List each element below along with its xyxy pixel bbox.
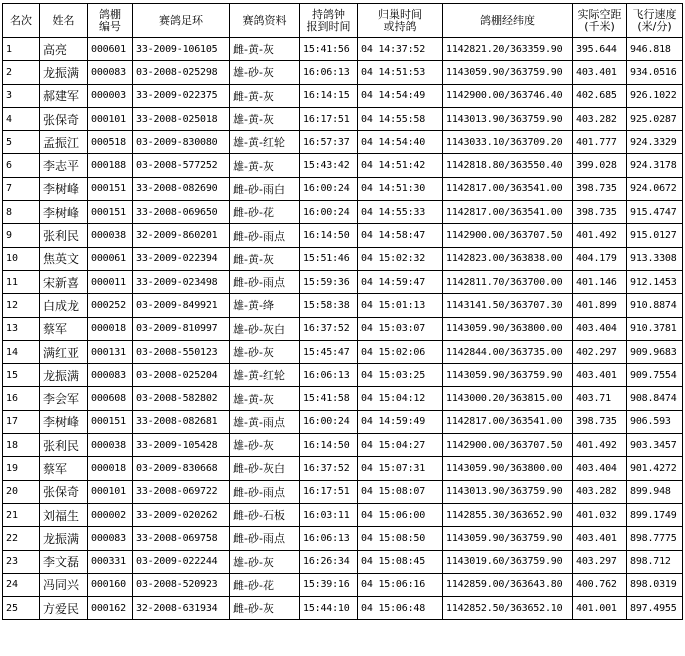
cell-name: 张保奇 [40, 480, 88, 503]
cell-speed: 934.0516 [627, 61, 683, 84]
cell-clock-time: 16:06:13 [300, 527, 358, 550]
cell-pigeon-info: 雄-砂-灰 [230, 434, 300, 457]
cell-arrival-time: 04 15:06:00 [358, 503, 443, 526]
cell-arrival-time: 04 15:08:50 [358, 527, 443, 550]
cell-coordinates: 1143033.10/363709.20 [443, 131, 573, 154]
cell-coordinates: 1142900.00/363746.40 [443, 84, 573, 107]
cell-ring: 03-2008-577252 [133, 154, 230, 177]
cell-clock-time: 15:44:10 [300, 597, 358, 620]
cell-distance: 401.492 [573, 434, 627, 457]
cell-ring: 03-2009-830668 [133, 457, 230, 480]
cell-ring: 03-2009-810997 [133, 317, 230, 340]
table-row [3, 247, 683, 270]
cell-loft-id: 000331 [88, 550, 133, 573]
cell-loft-id: 000131 [88, 340, 133, 363]
cell-speed: 906.593 [627, 410, 683, 433]
cell-speed: 898.7775 [627, 527, 683, 550]
cell-loft-id: 000162 [88, 597, 133, 620]
cell-clock-time: 16:37:52 [300, 457, 358, 480]
cell-rank: 8 [3, 201, 40, 224]
cell-arrival-time: 04 14:51:42 [358, 154, 443, 177]
cell-pigeon-info: 雌-砂-雨点 [230, 224, 300, 247]
cell-ring: 33-2009-105428 [133, 434, 230, 457]
cell-loft-id: 000083 [88, 364, 133, 387]
cell-name: 焦英文 [40, 247, 88, 270]
cell-name: 方爱民 [40, 597, 88, 620]
header-distance: 实际空距 (千米) [573, 4, 627, 38]
cell-speed: 910.8874 [627, 294, 683, 317]
cell-pigeon-info: 雄-砂-灰 [230, 550, 300, 573]
cell-distance: 404.179 [573, 247, 627, 270]
cell-arrival-time: 04 15:03:07 [358, 317, 443, 340]
header-name: 姓名 [40, 4, 88, 38]
cell-clock-time: 16:57:37 [300, 131, 358, 154]
cell-distance: 403.404 [573, 317, 627, 340]
cell-arrival-time: 04 15:06:48 [358, 597, 443, 620]
table-row [3, 364, 683, 387]
cell-speed: 909.7554 [627, 364, 683, 387]
cell-speed: 898.712 [627, 550, 683, 573]
cell-ring: 32-2009-860201 [133, 224, 230, 247]
cell-coordinates: 1142818.80/363550.40 [443, 154, 573, 177]
cell-clock-time: 16:06:13 [300, 61, 358, 84]
table-row [3, 177, 683, 200]
cell-rank: 22 [3, 527, 40, 550]
cell-name: 张保奇 [40, 107, 88, 130]
cell-coordinates: 1142821.20/363359.90 [443, 38, 573, 61]
cell-loft-id: 000151 [88, 410, 133, 433]
cell-rank: 18 [3, 434, 40, 457]
table-row [3, 294, 683, 317]
cell-ring: 03-2009-022244 [133, 550, 230, 573]
cell-name: 李会军 [40, 387, 88, 410]
cell-speed: 912.1453 [627, 270, 683, 293]
cell-distance: 403.297 [573, 550, 627, 573]
cell-pigeon-info: 雌-砂-石板 [230, 503, 300, 526]
cell-ring: 33-2009-023498 [133, 270, 230, 293]
cell-name: 冯同兴 [40, 573, 88, 596]
cell-coordinates: 1143013.90/363759.90 [443, 480, 573, 503]
cell-arrival-time: 04 14:55:58 [358, 107, 443, 130]
cell-distance: 395.644 [573, 38, 627, 61]
cell-speed: 925.0287 [627, 107, 683, 130]
cell-ring: 33-2009-020262 [133, 503, 230, 526]
cell-distance: 403.282 [573, 480, 627, 503]
cell-pigeon-info: 雌-砂-雨白 [230, 177, 300, 200]
cell-loft-id: 000003 [88, 84, 133, 107]
cell-arrival-time: 04 15:02:32 [358, 247, 443, 270]
table-row [3, 131, 683, 154]
cell-rank: 24 [3, 573, 40, 596]
cell-pigeon-info: 雌-砂-雨点 [230, 527, 300, 550]
cell-rank: 4 [3, 107, 40, 130]
cell-coordinates: 1142855.30/363652.90 [443, 503, 573, 526]
cell-arrival-time: 04 14:58:47 [358, 224, 443, 247]
cell-clock-time: 15:58:38 [300, 294, 358, 317]
cell-coordinates: 1142844.00/363735.00 [443, 340, 573, 363]
cell-loft-id: 000252 [88, 294, 133, 317]
table-row [3, 270, 683, 293]
cell-arrival-time: 04 14:55:33 [358, 201, 443, 224]
cell-distance: 403.401 [573, 527, 627, 550]
cell-name: 李文磊 [40, 550, 88, 573]
cell-name: 张利民 [40, 434, 88, 457]
table-row [3, 480, 683, 503]
cell-ring: 03-2008-025298 [133, 61, 230, 84]
cell-speed: 909.9683 [627, 340, 683, 363]
cell-name: 龙振满 [40, 61, 88, 84]
cell-distance: 401.001 [573, 597, 627, 620]
cell-arrival-time: 04 15:02:06 [358, 340, 443, 363]
cell-arrival-time: 04 15:01:13 [358, 294, 443, 317]
cell-clock-time: 16:00:24 [300, 177, 358, 200]
cell-clock-time: 16:37:52 [300, 317, 358, 340]
cell-rank: 20 [3, 480, 40, 503]
cell-distance: 403.404 [573, 457, 627, 480]
cell-coordinates: 1142811.70/363700.00 [443, 270, 573, 293]
cell-loft-id: 000608 [88, 387, 133, 410]
cell-clock-time: 15:59:36 [300, 270, 358, 293]
cell-distance: 402.685 [573, 84, 627, 107]
cell-pigeon-info: 雌-黄-灰 [230, 84, 300, 107]
cell-distance: 401.777 [573, 131, 627, 154]
cell-ring: 33-2008-082681 [133, 410, 230, 433]
cell-rank: 19 [3, 457, 40, 480]
cell-arrival-time: 04 14:51:30 [358, 177, 443, 200]
cell-pigeon-info: 雌-砂-花 [230, 201, 300, 224]
cell-loft-id: 000101 [88, 107, 133, 130]
cell-rank: 25 [3, 597, 40, 620]
cell-arrival-time: 04 15:08:07 [358, 480, 443, 503]
cell-rank: 13 [3, 317, 40, 340]
cell-speed: 924.3178 [627, 154, 683, 177]
table-row [3, 550, 683, 573]
race-results-table-container [2, 3, 682, 620]
cell-distance: 401.032 [573, 503, 627, 526]
cell-clock-time: 16:00:24 [300, 201, 358, 224]
cell-name: 张利民 [40, 224, 88, 247]
cell-clock-time: 15:51:46 [300, 247, 358, 270]
cell-loft-id: 000151 [88, 201, 133, 224]
header-clock-time: 持鸽钟 报到时间 [300, 4, 358, 38]
cell-arrival-time: 04 14:54:40 [358, 131, 443, 154]
table-row [3, 84, 683, 107]
header-ring: 赛鸽足环 [133, 4, 230, 38]
cell-coordinates: 1143059.90/363759.90 [443, 364, 573, 387]
table-row [3, 410, 683, 433]
cell-pigeon-info: 雄-黄-红轮 [230, 364, 300, 387]
cell-clock-time: 16:06:13 [300, 364, 358, 387]
cell-rank: 1 [3, 38, 40, 61]
cell-ring: 03-2009-849921 [133, 294, 230, 317]
cell-clock-time: 15:43:42 [300, 154, 358, 177]
cell-clock-time: 15:45:47 [300, 340, 358, 363]
cell-distance: 403.401 [573, 61, 627, 84]
cell-ring: 03-2008-582802 [133, 387, 230, 410]
cell-rank: 7 [3, 177, 40, 200]
race-results-table [2, 3, 683, 620]
cell-name: 满红亚 [40, 340, 88, 363]
cell-pigeon-info: 雌-黄-灰 [230, 38, 300, 61]
cell-loft-id: 000601 [88, 38, 133, 61]
table-row [3, 154, 683, 177]
cell-loft-id: 000038 [88, 224, 133, 247]
cell-name: 刘福生 [40, 503, 88, 526]
cell-loft-id: 000083 [88, 61, 133, 84]
cell-clock-time: 16:03:11 [300, 503, 358, 526]
cell-loft-id: 000061 [88, 247, 133, 270]
cell-pigeon-info: 雄-砂-灰 [230, 61, 300, 84]
cell-loft-id: 000011 [88, 270, 133, 293]
table-row [3, 317, 683, 340]
cell-distance: 403.282 [573, 107, 627, 130]
cell-name: 孟振江 [40, 131, 88, 154]
cell-name: 宋新喜 [40, 270, 88, 293]
cell-speed: 915.0127 [627, 224, 683, 247]
header-row [3, 4, 683, 38]
cell-pigeon-info: 雄-黄-灰 [230, 387, 300, 410]
cell-arrival-time: 04 15:07:31 [358, 457, 443, 480]
cell-speed: 924.0672 [627, 177, 683, 200]
cell-coordinates: 1143059.90/363800.00 [443, 457, 573, 480]
cell-arrival-time: 04 15:06:16 [358, 573, 443, 596]
cell-arrival-time: 04 14:54:49 [358, 84, 443, 107]
cell-coordinates: 1143141.50/363707.30 [443, 294, 573, 317]
header-speed: 飞行速度 (米/分) [627, 4, 683, 38]
cell-coordinates: 1142900.00/363707.50 [443, 434, 573, 457]
cell-rank: 3 [3, 84, 40, 107]
cell-ring: 32-2008-631934 [133, 597, 230, 620]
cell-clock-time: 16:26:34 [300, 550, 358, 573]
header-pigeon-info: 赛鸽资料 [230, 4, 300, 38]
cell-rank: 9 [3, 224, 40, 247]
cell-name: 龙振满 [40, 527, 88, 550]
cell-loft-id: 000018 [88, 317, 133, 340]
cell-arrival-time: 04 15:04:27 [358, 434, 443, 457]
cell-loft-id: 000002 [88, 503, 133, 526]
cell-arrival-time: 04 15:04:12 [358, 387, 443, 410]
cell-clock-time: 16:17:51 [300, 107, 358, 130]
cell-pigeon-info: 雄-砂-灰 [230, 340, 300, 363]
cell-distance: 401.899 [573, 294, 627, 317]
cell-rank: 2 [3, 61, 40, 84]
cell-distance: 398.735 [573, 201, 627, 224]
table-row [3, 201, 683, 224]
cell-name: 李志平 [40, 154, 88, 177]
cell-coordinates: 1142817.00/363541.00 [443, 177, 573, 200]
cell-speed: 899.948 [627, 480, 683, 503]
cell-distance: 401.492 [573, 224, 627, 247]
table-row [3, 224, 683, 247]
cell-rank: 14 [3, 340, 40, 363]
cell-pigeon-info: 雌-砂-灰白 [230, 457, 300, 480]
cell-arrival-time: 04 14:59:49 [358, 410, 443, 433]
cell-speed: 899.1749 [627, 503, 683, 526]
cell-ring: 03-2008-550123 [133, 340, 230, 363]
header-coordinates: 鸽棚经纬度 [443, 4, 573, 38]
cell-loft-id: 000188 [88, 154, 133, 177]
table-row [3, 387, 683, 410]
cell-name: 蔡军 [40, 457, 88, 480]
cell-pigeon-info: 雄-黄-灰 [230, 154, 300, 177]
cell-name: 郝建军 [40, 84, 88, 107]
cell-name: 李树峰 [40, 201, 88, 224]
cell-arrival-time: 04 15:03:25 [358, 364, 443, 387]
header-rank: 名次 [3, 4, 40, 38]
cell-loft-id: 000101 [88, 480, 133, 503]
cell-name: 李树峰 [40, 410, 88, 433]
cell-ring: 03-2008-025204 [133, 364, 230, 387]
cell-loft-id: 000160 [88, 573, 133, 596]
cell-speed: 915.4747 [627, 201, 683, 224]
cell-speed: 913.3308 [627, 247, 683, 270]
cell-coordinates: 1142852.50/363652.10 [443, 597, 573, 620]
cell-loft-id: 000518 [88, 131, 133, 154]
cell-pigeon-info: 雌-砂-雨点 [230, 480, 300, 503]
cell-distance: 403.71 [573, 387, 627, 410]
cell-speed: 926.1022 [627, 84, 683, 107]
cell-rank: 15 [3, 364, 40, 387]
cell-distance: 399.028 [573, 154, 627, 177]
header-arrival-time: 归巢时间 或持鸽 [358, 4, 443, 38]
cell-arrival-time: 04 14:59:47 [358, 270, 443, 293]
table-row [3, 38, 683, 61]
cell-loft-id: 000083 [88, 527, 133, 550]
table-row [3, 503, 683, 526]
cell-coordinates: 1143019.60/363759.90 [443, 550, 573, 573]
cell-coordinates: 1142817.00/363541.00 [443, 201, 573, 224]
cell-rank: 12 [3, 294, 40, 317]
cell-pigeon-info: 雌-黄-灰 [230, 247, 300, 270]
cell-coordinates: 1142859.00/363643.80 [443, 573, 573, 596]
cell-speed: 903.3457 [627, 434, 683, 457]
cell-ring: 33-2008-069758 [133, 527, 230, 550]
cell-ring: 33-2008-082690 [133, 177, 230, 200]
cell-clock-time: 15:39:16 [300, 573, 358, 596]
cell-ring: 33-2009-106105 [133, 38, 230, 61]
cell-loft-id: 000151 [88, 177, 133, 200]
table-row [3, 107, 683, 130]
cell-clock-time: 15:41:58 [300, 387, 358, 410]
cell-pigeon-info: 雄-黄-灰 [230, 107, 300, 130]
cell-rank: 17 [3, 410, 40, 433]
cell-distance: 401.146 [573, 270, 627, 293]
cell-pigeon-info: 雄-砂-灰白 [230, 317, 300, 340]
cell-ring: 33-2009-022394 [133, 247, 230, 270]
header-loft-id: 鸽棚 编号 [88, 4, 133, 38]
cell-name: 白成龙 [40, 294, 88, 317]
cell-rank: 16 [3, 387, 40, 410]
cell-distance: 403.401 [573, 364, 627, 387]
table-row [3, 457, 683, 480]
cell-coordinates: 1142823.00/363838.00 [443, 247, 573, 270]
cell-distance: 398.735 [573, 410, 627, 433]
cell-coordinates: 1142900.00/363707.50 [443, 224, 573, 247]
cell-speed: 898.0319 [627, 573, 683, 596]
cell-clock-time: 16:00:24 [300, 410, 358, 433]
cell-speed: 924.3329 [627, 131, 683, 154]
cell-pigeon-info: 雌-砂-灰 [230, 597, 300, 620]
cell-speed: 901.4272 [627, 457, 683, 480]
cell-name: 高亮 [40, 38, 88, 61]
cell-distance: 402.297 [573, 340, 627, 363]
cell-ring: 33-2008-069722 [133, 480, 230, 503]
cell-ring: 33-2008-025018 [133, 107, 230, 130]
cell-speed: 908.8474 [627, 387, 683, 410]
cell-ring: 33-2009-022375 [133, 84, 230, 107]
cell-coordinates: 1143000.20/363815.00 [443, 387, 573, 410]
cell-ring: 33-2008-069650 [133, 201, 230, 224]
cell-arrival-time: 04 14:37:52 [358, 38, 443, 61]
cell-clock-time: 16:14:50 [300, 224, 358, 247]
cell-clock-time: 15:41:56 [300, 38, 358, 61]
table-row [3, 597, 683, 620]
cell-rank: 6 [3, 154, 40, 177]
cell-coordinates: 1143013.90/363759.90 [443, 107, 573, 130]
cell-rank: 5 [3, 131, 40, 154]
cell-name: 龙振满 [40, 364, 88, 387]
table-row [3, 61, 683, 84]
cell-coordinates: 1143059.90/363800.00 [443, 317, 573, 340]
cell-ring: 03-2008-520923 [133, 573, 230, 596]
table-row [3, 340, 683, 363]
cell-coordinates: 1142817.00/363541.00 [443, 410, 573, 433]
cell-arrival-time: 04 14:51:53 [358, 61, 443, 84]
cell-name: 李树峰 [40, 177, 88, 200]
cell-arrival-time: 04 15:08:45 [358, 550, 443, 573]
cell-pigeon-info: 雄-黄-绛 [230, 294, 300, 317]
cell-clock-time: 16:14:15 [300, 84, 358, 107]
cell-speed: 946.818 [627, 38, 683, 61]
cell-ring: 03-2009-830080 [133, 131, 230, 154]
cell-distance: 400.762 [573, 573, 627, 596]
cell-coordinates: 1143059.90/363759.90 [443, 61, 573, 84]
cell-rank: 21 [3, 503, 40, 526]
cell-rank: 23 [3, 550, 40, 573]
cell-coordinates: 1143059.90/363759.90 [443, 527, 573, 550]
table-row [3, 527, 683, 550]
cell-pigeon-info: 雄-黄-红轮 [230, 131, 300, 154]
cell-speed: 897.4955 [627, 597, 683, 620]
cell-pigeon-info: 雄-黄-雨点 [230, 410, 300, 433]
cell-rank: 10 [3, 247, 40, 270]
cell-name: 蔡军 [40, 317, 88, 340]
cell-distance: 398.735 [573, 177, 627, 200]
table-row [3, 573, 683, 596]
cell-loft-id: 000018 [88, 457, 133, 480]
table-row [3, 434, 683, 457]
cell-rank: 11 [3, 270, 40, 293]
cell-clock-time: 16:14:50 [300, 434, 358, 457]
cell-pigeon-info: 雌-砂-雨点 [230, 270, 300, 293]
cell-speed: 910.3781 [627, 317, 683, 340]
cell-loft-id: 000038 [88, 434, 133, 457]
cell-pigeon-info: 雌-砂-花 [230, 573, 300, 596]
cell-clock-time: 16:17:51 [300, 480, 358, 503]
